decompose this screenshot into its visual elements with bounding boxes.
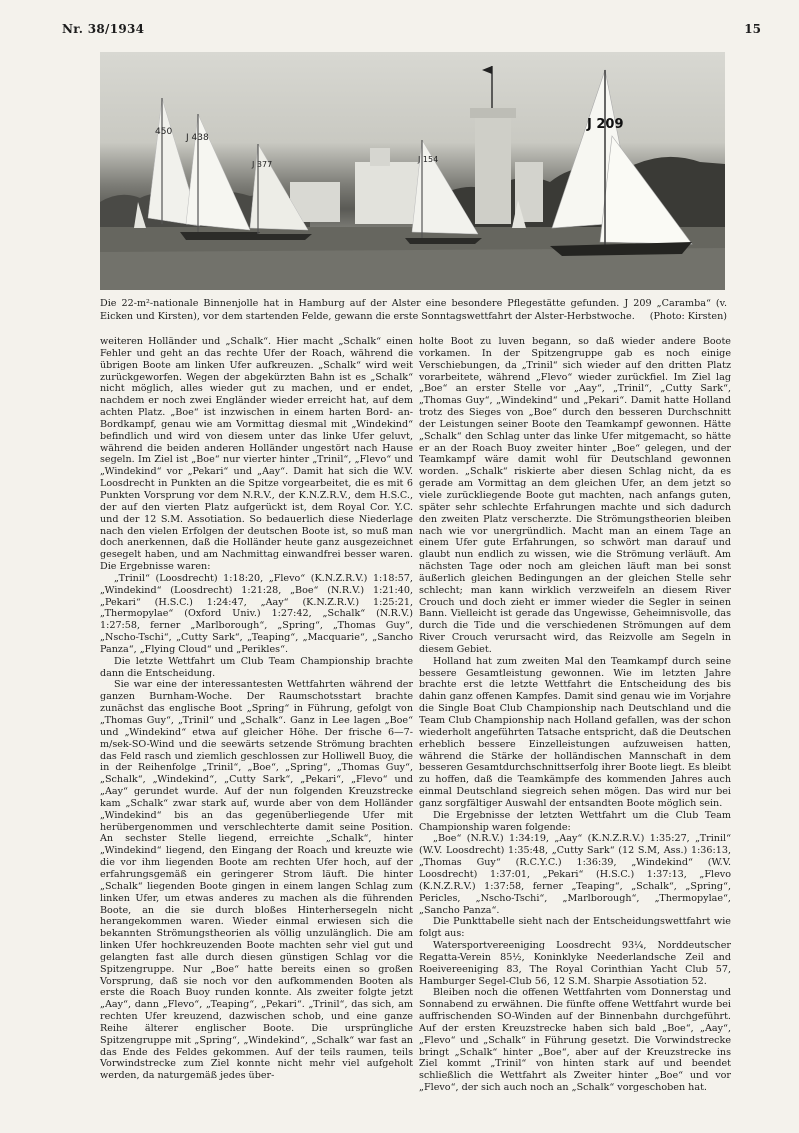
sail-number-5: J 209 — [587, 117, 624, 132]
paragraph: Holland hat zum zweiten Mal den Teamkampf durch seine bessere Gesamtleistung gewonnen. Wie im letzten Jahre brachte erst die letzte Wettfahrt die Entscheidung des bis dahin ganz offenen Kampfes. Damit sind genau wie im Vorjahre die Single Boat Club Championship nach Deutschland und die Team Club Championship nach Holland gefallen, was der schon wiederholt angeführten Tatsache entspricht, daß die Deutschen erheblich bessere Einzelleistungen aufzuweisen hatten, während die Stärke der holländischen Mannschaft in dem besseren Gesamtdurchschnittserfolg ihrer Boote liegt. Es bleibt zu hoffen, daß die Teamkämpfe des kommenden Jahres auch einmal Deutschland siegreich sehen mögen. Das wird nur bei ganz sorgfältiger Auswahl der entsandten Boote möglich sein. — [419, 655, 731, 809]
paragraph: Die Punkttabelle sieht nach der Entscheidungswettfahrt wie folgt aus: — [419, 916, 731, 940]
paragraph: Bleiben noch die offenen Wettfahrten vom Donnerstag und Sonnabend zu erwähnen. Die fünfte offene Wettfahrt wurde bei auffrischenden SO-Winden auf der Binnenbahn durchgeführt. Auf der ersten Kreuzstrecke haben sich bald „Boe“, „Aay“, „Flevo“ und „Schalk“ in Führung gesetzt. Die Vorwindstrecke bringt „Schalk“ hinter „Boe“, aber auf der Kreuzstrecke ins Ziel kommt „Trinil“ von hinten stark auf und beendet schließlich die Wettfahrt als Zweiter hinter „Boe“ und vor „Flevo“, der sich auch noch an „Schalk“ vorgeschoben hat. — [419, 987, 731, 1094]
sail-number-2: J 438 — [186, 133, 209, 143]
paragraph: Die letzte Wettfahrt um Club Team Championship brachte dann die Entscheidung. — [100, 655, 413, 679]
photo-caption — [100, 298, 727, 323]
issue-number: Nr. 38/1934 — [62, 22, 145, 36]
paragraph: holte Boot zu luven begann, so daß wieder andere Boote vorkamen. In der Spitzengruppe gab es noch einige Verschiebungen, da „Trinil“ sich wieder auf den dritten Platz vorarbeitete, während „Flevo“ wieder zurückfiel. Im Ziel lag „Boe“ an erster Stelle vor „Aay“, „Trinil“, „Cutty Sark“, „Thomas Guy“, „Windekind“ und „Pekari“. Damit hatte Holland trotz des Sieges von „Boe“ durch den besseren Durchschnitt der Leistungen seiner Boote den Teamkampf gewonnen. Hätte „Schalk“ den Schlag unter das linke Ufer mitgemacht, so hätte er an der Roach Buoy zweiter hinter „Boe“ gelegen, und der Teamkampf wäre damit wohl für Deutschland gewonnen worden. „Schalk“ riskierte aber diesen Schlag nicht, da es gerade am Vormittag an dem gleichen Ufer, an dem jetzt so viele zurückliegende Boote gut machten, nach anfangs guten, später sehr schlechte Erfahrungen machte und sich dadurch den zweiten Platz verscherzte. Die Strömungstheorien bleiben nach wie vor unergründlich. Macht man an einem Tage an einem Ufer gute Erfahrungen, so schwört man darauf und glaubt nun endlich zu wissen, wie die Strömung verläuft. Am nächsten Tage oder noch am gleichen läuft man bei sonst äußerlich gleichen Bedingungen an der gleichen Stelle sehr schlecht; man kann wirklich verzweifeln an diesem River Crouch und doch zieht er immer wieder die Segler in seinen Bann. Vielleicht ist gerade das Ungewisse, Geheimnisvolle, das durch die Tide und die verschiedenen Strömungen auf dem River Crouch verursacht wird, das Reizvolle am Segeln in diesem Gebiet. — [419, 336, 731, 655]
paragraph: Sie war eine der interessantesten Wettfahrten während der ganzen Burnham-Woche. Der Raumschotsstart brachte zunächst das englische Boot „Spring“ in Führung, gefolgt von „Thomas Guy“, „Trinil“ und „Schalk“. Ganz in Lee lagen „Boe“ und „Windekind“ etwa auf gleicher Höhe. Der frische 6—7-m/sek-SO-Wind und die seewärts setzende Strömung brachten das Feld rasch und ziemlich geschlossen zur Holliwell Buoy, die in der Reihenfolge „Trinil“, „Boe“, „Spring“, „Thomas Guy“, „Schalk“, „Windekind“, „Cutty Sark“, „Pekari“, „Flevo“ und „Aay“ gerundet wurde. Auf der nun folgenden Kreuzstrecke kam „Schalk“ zwar stark auf, wurde aber von dem Holländer „Windekind“ bis an das gegenüberliegende Ufer mit herübergenommen und verschlechterte damit seine Position. An sechster Stelle liegend, erreichte „Schalk“, hinter „Windekind“ liegend, den Eingang der Roach und kreuzte wie die vor ihm liegenden Boote am rechten Ufer hoch, auf der erfahrungsgemäß ein geringerer Strom läuft. Die hinter „Schalk“ liegenden Boote gingen in einem langen Schlag zum linken Ufer, um etwas anderes zu machen als die führenden Boote, an die sie durch bloßes Hinterhersegeln nicht herangekommen waren. Wieder einmal erwiesen sich die bekannten Strömungstheorien als völlig unzulänglich. Die am linken Ufer hochkreuzenden Boote machten sehr viel gut und gelangten fast alle durch diesen günstigen Schlag vor die Spitzengruppe. Nur „Boe“ hatte bereits einen so großen Vorsprung, daß sie noch vor den aufkommenden Booten als erste die Roach Buoy runden konnte. Als zweiter folgte jetzt „Aay“, dann „Flevo“, „Teaping“, „Pekari“. „Trinil“, das sich, am rechten Ufer kreuzend, dazwischen schob, und eine ganze Reihe älterer englischer Boote. Die ursprüngliche Spitzengruppe mit „Spring“, „Windekind“, „Schalk“ war fast an das Ende des Feldes gekommen. Auf der teils raumen, teils Vorwindstrecke zum Ziel konnte nicht mehr viel aufgeholt werden, da naturgemäß jedes über- — [100, 679, 413, 1082]
paragraph: „Trinil“ (Loosdrecht) 1:18:20, „Flevo“ (K.N.Z.R.V.) 1:18:57, „Windekind“ (Loosdrecht) 1:21:28, „Boe“ (N.R.V.) 1:21:40, „Pekari“ (H.S.C.) 1:24:47, „Aay“ (K.N.Z.R.V.) 1:25:21, „Thermopylae“ (Oxford Univ.) 1:27:42, „Schalk“ (N.R.V.) 1:27:58, ferner „Marlborough“, „Spring“, „Thomas Guy“, „Nscho-Tschi“, „Cutty Sark“, „Teaping“, „Macquarie“, „Sancho Panza“, „Flying Cloud“ und „Perikles“. — [100, 572, 413, 655]
regatta-photo — [100, 52, 725, 290]
photo-credit: (Photo: Kirsten) — [649, 310, 727, 322]
paragraph: Die Ergebnisse der letzten Wettfahrt um die Club Team Championship waren folgende: — [419, 809, 731, 833]
left-column — [100, 336, 413, 1082]
page-number: 15 — [744, 22, 761, 36]
caption-text: Die 22-m²-nationale Binnenjolle hat in Hamburg auf der Alster eine besondere Pflegestätte gefunden. J 209 „Caramba“ (v. Eicken und Kirsten), vor dem startenden Felde, gewann die erste Sonntagswettfahrt der Alster-Herbstwoche. — [100, 298, 727, 322]
paragraph: „Boe“ (N.R.V.) 1:34:19, „Aay“ (K.N.Z.R.V.) 1:35:27, „Trinil“ (W.V. Loosdrecht) 1:35:48, „Cutty Sark“ (12 S.M, Ass.) 1:36:13, „Thomas Guy“ (R.C.Y.C.) 1:36:39, „Windekind“ (W.V. Loosdrecht) 1:37:01, „Pekari“ (H.S.C.) 1:37:13, „Flevo (K.N.Z.R.V.) 1:37:58, ferner „Teaping“, „Schalk“, „Spring“, Pericles, „Nscho-Tschi“, „Marlborough“, „Thermopylae“, „Sancho Panza“. — [419, 833, 731, 916]
sail-number-3: J 377 — [252, 160, 273, 169]
paragraph: weiteren Holländer und „Schalk“. Hier macht „Schalk“ einen Fehler und geht an das rechte Ufer der Roach, während die übrigen Boote am linken Ufer aufkreuzen. „Schalk“ wird weit zurückgeworfen. Wegen der abgekürzten Bahn ist es „Schalk“ nicht möglich, alles wieder gut zu machen, und er endet, nachdem er noch zwei Engländer wieder erreicht hat, auf dem achten Platz. „Boe“ ist inzwischen in einem harten Bord- an-Bordkampf, genau wie am Vormittag diesmal mit „Windekind“ befindlich und wird von diesem unter das linke Ufer geluvt, während die beiden anderen Holländer ungestört nach Hause segeln. Im Ziel ist „Boe“ nur vierter hinter „Trinil“, „Flevo“ und „Windekind“ vor „Pekari“ und „Aay“. Damit hat sich die W.V. Loosdrecht in Punkten an die Spitze vorgearbeitet, die es mit 6 Punkten Vorsprung vor dem N.R.V., der K.N.Z.R.V., dem H.S.C., der auf den vierten Platz aufgerückt ist, dem Royal Cor. Y.C. und der 12 S.M. Assotiation. So bedauerlich diese Niederlage nach den vielen Erfolgen der deutschen Boote ist, so muß man doch anerkennen, daß die Holländer heute ganz ausgezeichnet gesegelt haben, und am Nachmittag einwandfrei besser waren. Die Ergebnisse waren: — [100, 336, 413, 573]
sail-number-1: 450 — [155, 127, 173, 137]
sail-number-4: J 154 — [418, 155, 439, 164]
right-column — [419, 336, 731, 1094]
paragraph: Watersportvereeniging Loosdrecht 93¼, Norddeutscher Regatta-Verein 85½, Koninklyke Neederlandsche Zeil and Roeivereeniging 83, The Royal Corinthian Yacht Club 57, Hamburger Segel-Club 56, 12 S.M. Sharpie Assotiation 52. — [419, 940, 731, 987]
sailboats-illustration — [100, 52, 725, 290]
page-header — [62, 22, 761, 42]
